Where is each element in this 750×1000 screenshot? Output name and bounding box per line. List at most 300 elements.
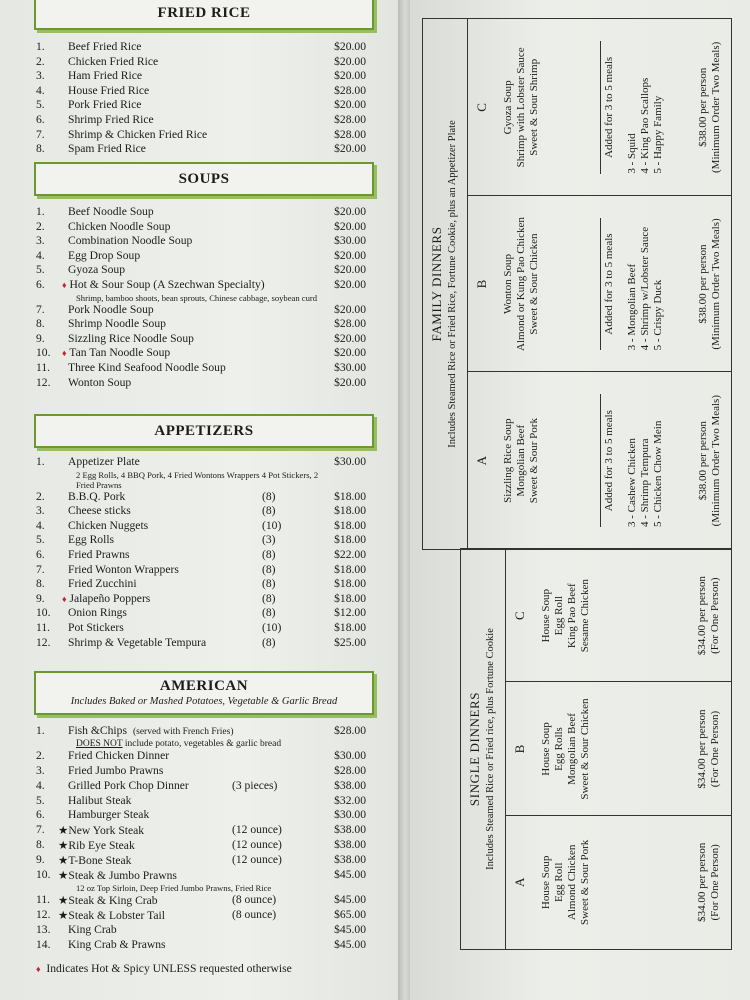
menu-item	[36, 113, 366, 128]
menu-item	[36, 332, 366, 347]
item-name-text: House Fried Rice	[68, 83, 150, 97]
item-price: $32.00	[334, 793, 366, 807]
option-item: Sizzling Rice Soup	[502, 418, 514, 503]
dinners-panel	[412, 0, 750, 1000]
menu-item	[36, 55, 366, 70]
option-price-block	[697, 19, 723, 196]
item-price: $20.00	[334, 263, 366, 277]
item-price: $28.00	[334, 724, 366, 737]
item-name-text: Fried Wonton Wrappers	[68, 562, 179, 576]
menu-item	[36, 779, 366, 794]
header-divider	[505, 549, 506, 949]
item-price: $20.00	[334, 375, 366, 389]
soups-title: SOUPS	[178, 171, 230, 187]
item-number: 8.	[36, 317, 45, 331]
american-subtitle: Includes Baked or Mashed Potatoes, Vegetable & Garlic Bread	[70, 696, 338, 707]
option-letter: C	[474, 103, 489, 112]
star-icon: ★	[58, 854, 69, 868]
item-name-text: Rib Eye Steak	[68, 839, 135, 853]
item-number: 3.	[36, 504, 45, 518]
item-number: 4.	[36, 778, 45, 792]
option-letter: A	[512, 877, 527, 888]
option-letter: B	[474, 279, 489, 289]
item-name-text: Shrimp & Chicken Fried Rice	[68, 127, 208, 141]
item-name	[68, 69, 142, 82]
menu-item	[36, 98, 366, 113]
option-item: House Soup	[540, 722, 552, 776]
item-quantity: (3)	[262, 533, 276, 547]
star-icon: ★	[58, 908, 69, 922]
item-number: 9.	[36, 853, 45, 867]
star-icon: ★	[58, 824, 69, 838]
option-item: House Soup	[540, 588, 552, 643]
single-dinners-box	[460, 548, 732, 950]
menu-item	[36, 808, 366, 823]
item-price: $20.00	[334, 219, 366, 233]
item-name	[68, 332, 194, 345]
item-price: $30.00	[334, 455, 366, 468]
item-number: 8.	[36, 838, 45, 852]
item-name-text: King Crab	[68, 922, 117, 936]
item-price: $18.00	[334, 518, 366, 532]
option-price: $38.00 per person	[697, 67, 709, 147]
added-meals-title: Added for 3 to 5 meals	[600, 41, 616, 174]
item-quantity: (8)	[262, 504, 276, 518]
item-price: $22.00	[334, 547, 366, 561]
item-name	[58, 838, 135, 852]
item-name-text: B.B.Q. Pork	[68, 489, 126, 503]
item-description	[36, 883, 366, 893]
item-price: $28.00	[334, 127, 366, 141]
option-item: Almond Chicken	[566, 844, 578, 921]
item-name	[68, 563, 179, 576]
spicy-icon: ♦	[36, 964, 41, 974]
option-item: Sweet & Sour Chicken	[579, 698, 591, 800]
item-quantity: (8 ounce)	[232, 892, 277, 906]
option-item: Sweet & Sour Pork	[579, 839, 591, 925]
column-divider	[505, 815, 731, 816]
item-name	[62, 346, 170, 359]
fried-rice-header	[34, 0, 374, 30]
item-number: 6.	[36, 112, 45, 126]
item-name-text: Jalapeño Poppers	[69, 591, 151, 605]
item-name-text: Tan Tan Noodle Soup	[69, 346, 171, 360]
item-description	[36, 470, 326, 490]
family-dinner-option	[475, 372, 727, 549]
item-price: $20.00	[334, 277, 366, 291]
option-item: Sweet & Sour Chicken	[528, 233, 540, 335]
item-name-text: Hot & Sour Soup (A Szechwan Specialty)	[69, 277, 265, 291]
item-number: 7.	[36, 823, 45, 837]
star-icon: ★	[58, 893, 69, 907]
menu-item	[36, 128, 366, 143]
fried-rice-title: FRIED RICE	[157, 5, 251, 21]
item-price: $45.00	[334, 922, 366, 936]
item-name	[58, 893, 158, 907]
added-meal-item: 3 - Mongolian Beef	[626, 263, 638, 351]
menu-item	[36, 868, 366, 883]
option-letter: B	[512, 744, 527, 754]
option-price: $38.00 per person	[697, 244, 709, 324]
item-name-text: Chicken Noodle Soup	[68, 219, 171, 233]
item-number: 1.	[36, 40, 45, 53]
item-name	[68, 636, 206, 649]
item-name-text: Gyoza Soup	[68, 263, 125, 277]
item-name-text: King Crab & Prawns	[68, 937, 166, 951]
menu-item	[36, 69, 366, 84]
item-name	[68, 606, 127, 619]
item-name	[68, 794, 131, 807]
item-number: 11.	[36, 620, 51, 634]
item-name-text: Halibut Steak	[68, 793, 132, 807]
menu-item	[36, 577, 366, 592]
item-number: 11.	[36, 360, 51, 374]
menu-item	[36, 361, 366, 376]
menu-item	[36, 563, 366, 578]
menu-item	[36, 749, 366, 764]
menu-item	[36, 84, 366, 99]
single-dinner-option	[513, 816, 728, 949]
item-name-text: Onion Rings	[68, 606, 127, 620]
option-price: $34.00 per person	[696, 709, 708, 789]
item-number: 5.	[36, 98, 45, 112]
item-name	[68, 779, 189, 792]
item-number: 13.	[36, 922, 51, 936]
item-name-text: Combination Noodle Soup	[68, 234, 193, 248]
added-meal-item: 4 - Shrimp w/Lobster Sauce	[639, 226, 651, 351]
item-name	[68, 142, 146, 155]
menu-item	[36, 592, 366, 607]
option-letter: A	[474, 455, 489, 466]
menu-item	[36, 40, 366, 55]
item-name-text: Fish &Chips	[68, 724, 127, 737]
item-name	[58, 908, 165, 922]
item-name-text: Chicken Fried Rice	[68, 54, 159, 68]
item-name	[68, 303, 154, 316]
footnote-text: Indicates Hot & Spicy UNLESS requested otherwise	[46, 962, 292, 975]
menu-item	[36, 234, 366, 249]
item-number: 5.	[36, 793, 45, 807]
item-name	[68, 113, 154, 126]
menu-item	[36, 838, 366, 853]
item-number: 8.	[36, 577, 45, 591]
item-number: 2.	[36, 219, 45, 233]
added-meal-item: 5 - Chicken Chow Mein	[652, 420, 664, 527]
item-name	[68, 128, 207, 141]
single-dinners-subtitle: Includes Steamed Rice or Fried rice, plus Fortune Cookie	[485, 628, 496, 870]
item-number: 12.	[36, 635, 51, 649]
item-price: $25.00	[334, 635, 366, 649]
item-number: 12.	[36, 375, 51, 389]
menu-item	[36, 606, 366, 621]
item-number: 9.	[36, 591, 45, 605]
item-quantity: (12 ounce)	[232, 853, 282, 867]
column-divider	[467, 195, 731, 196]
item-name-text: Pork Noodle Soup	[68, 302, 154, 316]
item-price: $18.00	[334, 562, 366, 576]
option-price-block	[696, 816, 722, 949]
item-name	[58, 823, 144, 837]
item-name-text: Shrimp & Vegetable Tempura	[68, 635, 207, 649]
item-name-text: New York Steak	[68, 824, 145, 838]
item-quantity: (10)	[262, 518, 282, 532]
item-price: $38.00	[334, 778, 366, 792]
item-name	[68, 376, 131, 389]
menu-item	[36, 249, 366, 264]
item-number: 2.	[36, 748, 45, 762]
single-dinner-option	[513, 682, 728, 815]
item-name-text: Steak & Jumbo Prawns	[68, 869, 177, 883]
appetizers-header	[34, 414, 374, 448]
menu-item	[36, 533, 366, 548]
option-item: Wonton Soup	[502, 254, 514, 314]
item-number: 1.	[36, 455, 45, 468]
item-name	[68, 938, 166, 951]
item-price: $20.00	[334, 248, 366, 262]
item-number: 5.	[36, 533, 45, 547]
item-name	[68, 808, 149, 821]
spicy-icon: ♦	[62, 348, 67, 359]
item-name	[58, 868, 177, 882]
item-quantity: (8)	[262, 591, 276, 605]
item-name	[68, 490, 125, 503]
item-quantity: (3 pieces)	[232, 778, 278, 792]
option-item: Mongolian Beef	[515, 424, 527, 497]
option-item: Mongolian Beef	[566, 713, 578, 785]
menu-item	[36, 636, 366, 651]
item-name-text: Shrimp Fried Rice	[68, 112, 154, 126]
menu-item	[36, 853, 366, 868]
menu-item	[36, 278, 366, 293]
item-name	[68, 923, 117, 936]
added-meals	[600, 41, 665, 174]
item-price: $18.00	[334, 489, 366, 503]
added-meal-item: 3 - Cashew Chicken	[626, 438, 638, 527]
item-price: $30.00	[334, 808, 366, 822]
item-name	[62, 592, 150, 605]
option-item: House Soup	[540, 855, 552, 910]
added-meals	[600, 394, 665, 527]
item-name-text: Sizzling Rice Noodle Soup	[68, 331, 194, 345]
item-name-text: Appetizer Plate	[68, 455, 140, 468]
item-name-text: Fried Chicken Dinner	[68, 748, 170, 762]
column-divider	[467, 371, 731, 372]
item-price: $38.00	[334, 838, 366, 852]
option-item: King Pao Beef	[566, 583, 578, 649]
appetizers-list	[36, 455, 366, 650]
item-name-text: Beef Noodle Soup	[68, 205, 154, 218]
option-price: $38.00 per person	[697, 421, 709, 501]
option-note: (For One Person)	[709, 844, 721, 921]
item-number: 4.	[36, 248, 45, 262]
item-name-text: Cheese sticks	[68, 504, 131, 518]
option-item: Sesame Chicken	[579, 579, 591, 653]
option-price-block	[696, 549, 722, 682]
item-price: $18.00	[334, 591, 366, 605]
item-price: $20.00	[334, 40, 366, 53]
item-name	[68, 504, 131, 517]
item-name	[68, 455, 140, 468]
item-number: 2.	[36, 489, 45, 503]
item-quantity: (10)	[262, 620, 282, 634]
item-number: 8.	[36, 142, 45, 156]
menu-item	[36, 490, 366, 505]
family-dinners-subtitle: Includes Steamed Rice or Fried Rice, Fortune Cookie, plus an Appetizer Plate	[447, 120, 458, 448]
option-note: (Minimum Order Two Meals)	[710, 218, 722, 350]
menu-item	[36, 908, 366, 923]
single-dinners-title: SINGLE DINNERS	[467, 691, 482, 807]
item-description	[36, 739, 366, 749]
option-item: Almond or Kung Pao Chicken	[515, 217, 527, 351]
item-number: 4.	[36, 83, 45, 97]
item-number: 2.	[36, 54, 45, 68]
spicy-icon: ♦	[62, 279, 67, 290]
item-name	[68, 361, 226, 374]
item-price: $18.00	[334, 577, 366, 591]
american-list	[36, 724, 366, 952]
option-note: (Minimum Order Two Meals)	[710, 395, 722, 527]
item-price: $28.00	[334, 317, 366, 331]
menu-item	[36, 317, 366, 332]
item-price: $28.00	[334, 83, 366, 97]
item-price: $28.00	[334, 112, 366, 126]
menu-item	[36, 823, 366, 838]
item-name	[68, 98, 141, 111]
menu-item	[36, 142, 366, 157]
item-name	[68, 205, 154, 218]
menu-item	[36, 455, 366, 470]
spicy-icon: ♦	[62, 593, 67, 604]
item-quantity: (12 ounce)	[232, 823, 282, 837]
item-price: $20.00	[334, 346, 366, 360]
item-name-text: Beef Fried Rice	[68, 40, 142, 53]
menu-item	[36, 923, 366, 938]
menu-item	[36, 263, 366, 278]
item-price: $20.00	[334, 205, 366, 218]
item-quantity: (8)	[262, 562, 276, 576]
star-icon: ★	[58, 839, 69, 853]
soups-header	[34, 162, 374, 196]
item-name-text: Wonton Soup	[68, 375, 132, 389]
menu-item	[36, 346, 366, 361]
item-price: $30.00	[334, 234, 366, 248]
item-name	[68, 533, 114, 546]
item-name-text: Egg Drop Soup	[68, 248, 141, 262]
item-quantity: (8 ounce)	[232, 907, 277, 921]
header-divider	[467, 19, 468, 549]
item-number: 10.	[36, 868, 51, 882]
item-name-text: Hamburger Steak	[68, 808, 150, 822]
item-quantity: (8)	[262, 635, 276, 649]
option-note: (Minimum Order Two Meals)	[710, 41, 722, 173]
item-number: 7.	[36, 302, 45, 316]
item-number: 14.	[36, 937, 51, 951]
item-number: 6.	[36, 808, 45, 822]
american-header	[34, 671, 374, 715]
family-dinners-box	[422, 18, 732, 550]
item-name	[68, 84, 149, 97]
american-title: AMERICAN	[159, 678, 249, 694]
item-quantity: (8)	[262, 547, 276, 561]
menu-item	[36, 376, 366, 391]
item-name	[68, 724, 233, 737]
item-price: $28.00	[334, 763, 366, 777]
added-meals-title: Added for 3 to 5 meals	[600, 218, 616, 351]
item-name-text: Three Kind Seafood Noodle Soup	[68, 360, 226, 374]
added-meals-title: Added for 3 to 5 meals	[600, 394, 616, 527]
item-name	[68, 220, 170, 233]
option-note: (For One Person)	[709, 577, 721, 654]
item-number: 3.	[36, 69, 45, 83]
menu-item	[36, 220, 366, 235]
item-number: 6.	[36, 277, 45, 291]
item-description-text: 12 oz Top Sirloin, Deep Fried Jumbo Prawns, Fried Rice	[76, 882, 272, 893]
item-price: $30.00	[334, 748, 366, 762]
item-number: 3.	[36, 234, 45, 248]
menu-item	[36, 504, 366, 519]
option-price-block	[697, 196, 723, 373]
item-name	[68, 234, 192, 247]
option-item: Gyoza Soup	[502, 80, 514, 135]
menu-item	[36, 938, 366, 953]
option-item: Sweet & Sour Pork	[528, 418, 540, 504]
option-item: Egg Roll	[553, 862, 565, 903]
item-name	[68, 621, 124, 634]
item-name-text: Shrimp Noodle Soup	[68, 317, 166, 331]
item-name	[58, 853, 131, 867]
item-price: $30.00	[334, 360, 366, 374]
item-number: 6.	[36, 547, 45, 561]
item-description-text: include potato, vegetables & garlic bread	[122, 738, 282, 749]
item-name	[68, 577, 137, 590]
item-quantity: (8)	[262, 489, 276, 503]
item-number: 10.	[36, 346, 51, 360]
family-dinner-option	[475, 19, 727, 196]
item-name-text: Grilled Pork Chop Dinner	[68, 778, 189, 792]
option-price-block	[697, 372, 723, 549]
item-name	[68, 764, 163, 777]
option-item: Sweet & Sour Shrimp	[528, 58, 540, 156]
item-price: $20.00	[334, 69, 366, 83]
item-number: 3.	[36, 763, 45, 777]
item-name-text: Fried Prawns	[68, 547, 130, 561]
item-name-text: Fried Zucchini	[68, 577, 137, 591]
item-number: 4.	[36, 518, 45, 532]
item-name	[68, 249, 140, 262]
item-price: $20.00	[334, 98, 366, 112]
soups-list	[36, 205, 366, 390]
family-dinner-option	[475, 196, 727, 373]
item-number: 1.	[36, 724, 45, 737]
option-price: $34.00 per person	[696, 842, 708, 922]
item-name-text: Pot Stickers	[68, 620, 124, 634]
menu-item	[36, 303, 366, 318]
item-quantity: (12 ounce)	[232, 838, 282, 852]
item-number: 7.	[36, 127, 45, 141]
item-name-text: Spam Fried Rice	[68, 142, 146, 156]
item-name	[68, 749, 169, 762]
added-meal-item: 5 - Crispy Duck	[652, 279, 664, 351]
item-price: $18.00	[334, 533, 366, 547]
single-dinner-option	[513, 549, 728, 682]
item-note: (served with French Fries)	[132, 727, 234, 737]
item-number: 11.	[36, 892, 51, 906]
item-number: 1.	[36, 205, 45, 218]
footnote	[36, 962, 292, 975]
menu-item	[36, 519, 366, 534]
item-quantity: (8)	[262, 606, 276, 620]
item-description	[36, 293, 326, 303]
